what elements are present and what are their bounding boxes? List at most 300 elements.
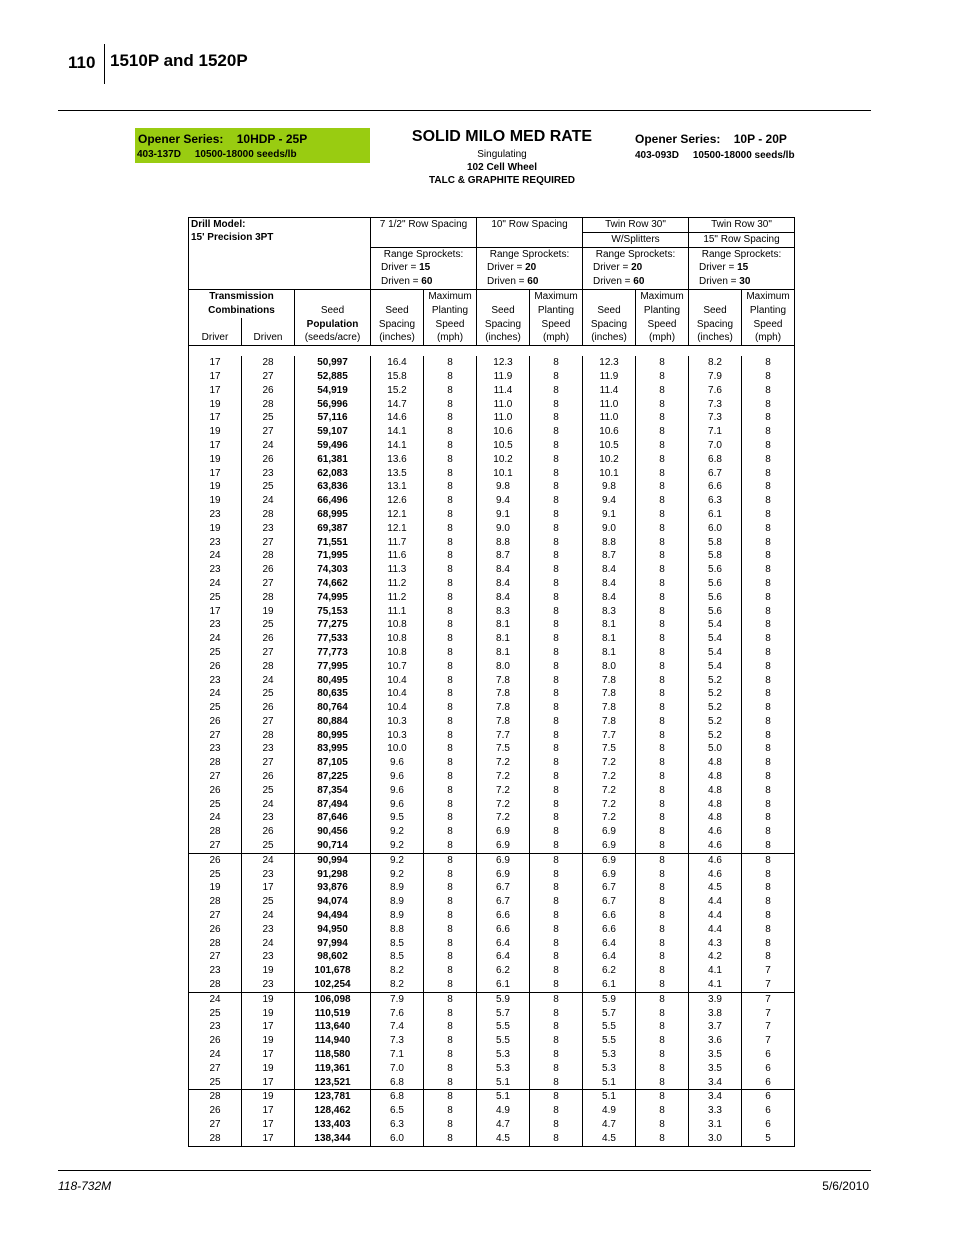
cell-speed-7.5: 8 [424, 1104, 477, 1118]
cell-spacing-10: 7.7 [477, 729, 530, 743]
cell-spacing-twin-split: 5.7 [583, 1007, 636, 1021]
cell-spacing-twin-15: 5.2 [689, 687, 742, 701]
seed-pop-blank1 [295, 289, 371, 303]
cell-speed-twin-split: 8 [636, 1132, 689, 1146]
cell-speed-twin-split: 8 [636, 674, 689, 688]
cell-population: 93,876 [295, 881, 371, 895]
cell-speed-twin-split: 8 [636, 770, 689, 784]
cell-speed-twin-15: 8 [742, 909, 795, 923]
table-row [189, 563, 795, 577]
cell-spacing-7.5: 8.8 [371, 923, 424, 937]
spacing-header-3: Spacing [689, 318, 742, 332]
cell-spacing-twin-split: 6.4 [583, 937, 636, 951]
table-row [189, 411, 795, 425]
cell-spacing-twin-15: 7.3 [689, 411, 742, 425]
cell-spacing-7.5: 9.5 [371, 811, 424, 825]
cell-spacing-10: 6.9 [477, 825, 530, 839]
cell-spacing-10: 8.4 [477, 577, 530, 591]
table-row [189, 494, 795, 508]
cell-spacing-7.5: 8.9 [371, 909, 424, 923]
cell-spacing-twin-split: 8.4 [583, 591, 636, 605]
cell-spacing-10: 7.2 [477, 798, 530, 812]
cell-driven: 17 [242, 1020, 295, 1034]
table-row [189, 632, 795, 646]
speed-header-2: Speed [636, 318, 689, 332]
cell-spacing-7.5: 9.6 [371, 756, 424, 770]
cell-speed-10: 8 [530, 756, 583, 770]
cell-speed-twin-split: 8 [636, 868, 689, 882]
cell-spacing-twin-15: 4.8 [689, 770, 742, 784]
cell-speed-7.5: 8 [424, 950, 477, 964]
driven-sprocket-0 [371, 275, 477, 289]
table-row [189, 1090, 795, 1104]
cell-spacing-7.5: 10.4 [371, 701, 424, 715]
cell-speed-twin-15: 8 [742, 494, 795, 508]
table-header [189, 218, 795, 357]
cell-spacing-10: 7.2 [477, 770, 530, 784]
cell-driven: 28 [242, 729, 295, 743]
cell-spacing-twin-15: 5.2 [689, 729, 742, 743]
population-header: Population [295, 318, 371, 332]
cell-spacing-twin-15: 3.1 [689, 1118, 742, 1132]
cell-spacing-twin-split: 5.5 [583, 1034, 636, 1048]
driver-value: 15 [419, 262, 431, 274]
cell-speed-10: 8 [530, 937, 583, 951]
cell-speed-twin-split: 8 [636, 398, 689, 412]
cell-speed-twin-15: 8 [742, 591, 795, 605]
cell-driven: 19 [242, 964, 295, 978]
cell-speed-twin-15: 8 [742, 605, 795, 619]
cell-speed-twin-15: 8 [742, 467, 795, 481]
cell-spacing-7.5: 7.4 [371, 1020, 424, 1034]
table-row [189, 687, 795, 701]
cell-spacing-10: 8.1 [477, 618, 530, 632]
cell-spacing-7.5: 10.7 [371, 660, 424, 674]
cell-speed-twin-15: 8 [742, 923, 795, 937]
cell-spacing-twin-15: 4.3 [689, 937, 742, 951]
cell-spacing-10: 5.1 [477, 1090, 530, 1104]
table-row [189, 370, 795, 384]
drill-model-cell [189, 218, 371, 290]
cell-speed-twin-split: 8 [636, 950, 689, 964]
cell-spacing-twin-15: 4.4 [689, 909, 742, 923]
cell-driven: 25 [242, 618, 295, 632]
cell-speed-twin-split: 8 [636, 729, 689, 743]
speed-header-0: Speed [424, 318, 477, 332]
driver-sprocket-0 [371, 261, 477, 275]
cell-spacing-10: 8.8 [477, 536, 530, 550]
table-row [189, 811, 795, 825]
cell-spacing-twin-split: 9.1 [583, 508, 636, 522]
speed-header-3: Speed [742, 318, 795, 332]
cell-speed-7.5: 8 [424, 370, 477, 384]
cell-driven: 23 [242, 742, 295, 756]
cell-speed-twin-split: 8 [636, 756, 689, 770]
table-row [189, 909, 795, 923]
driven-label: Driven = [699, 276, 737, 288]
cell-spacing-twin-split: 7.2 [583, 756, 636, 770]
cell-driven: 26 [242, 770, 295, 784]
cell-spacing-twin-15: 3.5 [689, 1048, 742, 1062]
cell-speed-10: 8 [530, 950, 583, 964]
cell-spacing-10: 10.1 [477, 467, 530, 481]
cell-speed-twin-15: 7 [742, 1034, 795, 1048]
cell-driven: 23 [242, 868, 295, 882]
cell-driven: 24 [242, 937, 295, 951]
cell-spacing-twin-split: 7.8 [583, 715, 636, 729]
cell-spacing-10: 6.2 [477, 964, 530, 978]
cell-speed-twin-split: 8 [636, 742, 689, 756]
table-row [189, 453, 795, 467]
cell-speed-twin-split: 8 [636, 715, 689, 729]
cell-spacing-10: 7.8 [477, 687, 530, 701]
speed-header-1: Speed [530, 318, 583, 332]
cell-driver: 28 [189, 895, 242, 909]
cell-speed-twin-15: 8 [742, 950, 795, 964]
cell-driver: 27 [189, 909, 242, 923]
cell-driven: 26 [242, 384, 295, 398]
cell-spacing-7.5: 7.3 [371, 1034, 424, 1048]
planting-header-2: Planting [636, 304, 689, 318]
cell-driven: 23 [242, 923, 295, 937]
cell-driver: 28 [189, 1090, 242, 1104]
cell-spacing-twin-15: 3.9 [689, 992, 742, 1006]
cell-spacing-7.5: 13.5 [371, 467, 424, 481]
cell-speed-twin-15: 8 [742, 798, 795, 812]
cell-speed-twin-split: 8 [636, 1007, 689, 1021]
cell-speed-10: 8 [530, 1132, 583, 1146]
cell-spacing-10: 7.8 [477, 701, 530, 715]
cell-spacing-7.5: 10.0 [371, 742, 424, 756]
cell-speed-10: 8 [530, 923, 583, 937]
cell-speed-twin-15: 8 [742, 825, 795, 839]
cell-speed-twin-15: 8 [742, 937, 795, 951]
cell-spacing-7.5: 11.3 [371, 563, 424, 577]
cell-spacing-twin-split: 7.8 [583, 687, 636, 701]
cell-spacing-twin-15: 5.4 [689, 660, 742, 674]
cell-driven: 27 [242, 370, 295, 384]
cell-spacing-twin-split: 6.9 [583, 825, 636, 839]
driven-col-header: Driven [242, 331, 295, 345]
cell-driver: 19 [189, 425, 242, 439]
cell-population: 91,298 [295, 868, 371, 882]
cell-spacing-7.5: 11.2 [371, 577, 424, 591]
cell-speed-twin-15: 8 [742, 687, 795, 701]
cell-speed-twin-split: 8 [636, 591, 689, 605]
cell-spacing-twin-15: 5.6 [689, 605, 742, 619]
cell-driver: 17 [189, 439, 242, 453]
cell-spacing-10: 8.3 [477, 605, 530, 619]
cell-spacing-7.5: 10.8 [371, 646, 424, 660]
cell-population: 63,836 [295, 480, 371, 494]
cell-spacing-10: 6.6 [477, 909, 530, 923]
cell-spacing-twin-15: 7.9 [689, 370, 742, 384]
cell-spacing-twin-split: 6.2 [583, 964, 636, 978]
cell-speed-7.5: 8 [424, 923, 477, 937]
cell-spacing-10: 7.8 [477, 674, 530, 688]
driver-sprocket-2 [583, 261, 689, 275]
table-row [189, 881, 795, 895]
table-row [189, 868, 795, 882]
cell-driven: 23 [242, 950, 295, 964]
cell-driver: 26 [189, 784, 242, 798]
cell-spacing-10: 5.9 [477, 992, 530, 1006]
cell-spacing-twin-split: 7.2 [583, 798, 636, 812]
table-row [189, 1062, 795, 1076]
cell-speed-twin-split: 8 [636, 577, 689, 591]
cell-driven: 17 [242, 1076, 295, 1090]
cell-spacing-7.5: 13.6 [371, 453, 424, 467]
cell-speed-twin-15: 8 [742, 522, 795, 536]
cell-speed-twin-15: 8 [742, 384, 795, 398]
cell-driver: 25 [189, 646, 242, 660]
footer-rule [58, 1170, 871, 1171]
cell-spacing-10: 9.4 [477, 494, 530, 508]
cell-population: 87,105 [295, 756, 371, 770]
cell-spacing-twin-15: 6.6 [689, 480, 742, 494]
cell-speed-10: 8 [530, 536, 583, 550]
cell-speed-7.5: 8 [424, 687, 477, 701]
cell-spacing-twin-split: 5.1 [583, 1090, 636, 1104]
right-opener-line1: Opener Series: 10P - 20P [635, 132, 787, 146]
cell-population: 87,494 [295, 798, 371, 812]
table-row [189, 674, 795, 688]
cell-speed-twin-split: 8 [636, 536, 689, 550]
inches-header-3: (inches) [689, 331, 742, 345]
cell-spacing-twin-15: 3.8 [689, 1007, 742, 1021]
cell-speed-10: 8 [530, 964, 583, 978]
cell-speed-twin-15: 8 [742, 411, 795, 425]
cell-population: 71,551 [295, 536, 371, 550]
cell-speed-10: 8 [530, 439, 583, 453]
cell-speed-10: 8 [530, 811, 583, 825]
cell-speed-10: 8 [530, 715, 583, 729]
cell-spacing-twin-split: 8.4 [583, 563, 636, 577]
group-3-sub: 15" Row Spacing [689, 232, 795, 247]
cell-population: 74,995 [295, 591, 371, 605]
cell-population: 94,074 [295, 895, 371, 909]
cell-speed-10: 8 [530, 1048, 583, 1062]
cell-driver: 19 [189, 453, 242, 467]
cell-speed-7.5: 8 [424, 1062, 477, 1076]
cell-spacing-7.5: 10.3 [371, 715, 424, 729]
cell-spacing-10: 5.7 [477, 1007, 530, 1021]
driven-label: Driven = [593, 276, 631, 288]
cell-speed-10: 8 [530, 1118, 583, 1132]
cell-spacing-10: 11.0 [477, 398, 530, 412]
cell-spacing-twin-15: 5.2 [689, 674, 742, 688]
driven-sprocket-1 [477, 275, 583, 289]
cell-spacing-twin-15: 5.6 [689, 591, 742, 605]
cell-speed-10: 8 [530, 881, 583, 895]
cell-speed-twin-15: 8 [742, 742, 795, 756]
cell-speed-10: 8 [530, 480, 583, 494]
rate-sub3: TALC & GRAPHITE REQUIRED [429, 175, 575, 186]
cell-spacing-twin-split: 6.7 [583, 881, 636, 895]
cell-speed-7.5: 8 [424, 1020, 477, 1034]
driven-label: Driven = [487, 276, 525, 288]
cell-speed-7.5: 8 [424, 1034, 477, 1048]
mph-header-3: (mph) [742, 331, 795, 345]
cell-speed-twin-split: 8 [636, 811, 689, 825]
cell-population: 87,646 [295, 811, 371, 825]
table-row [189, 964, 795, 978]
cell-speed-7.5: 8 [424, 1048, 477, 1062]
cell-driven: 24 [242, 909, 295, 923]
cell-speed-twin-15: 6 [742, 1090, 795, 1104]
cell-speed-10: 8 [530, 978, 583, 992]
left-opener-line2: 403-137D 10500-18000 seeds/lb [137, 149, 297, 160]
driven-blank [242, 318, 295, 332]
cell-spacing-twin-15: 4.5 [689, 881, 742, 895]
range-label-3: Range Sprockets: [689, 247, 795, 261]
cell-driver: 27 [189, 729, 242, 743]
cell-population: 123,521 [295, 1076, 371, 1090]
cell-spacing-10: 5.1 [477, 1076, 530, 1090]
cell-speed-twin-split: 8 [636, 1090, 689, 1104]
cell-spacing-10: 8.7 [477, 549, 530, 563]
cell-speed-10: 8 [530, 411, 583, 425]
cell-spacing-10: 5.3 [477, 1048, 530, 1062]
cell-driver: 27 [189, 770, 242, 784]
cell-spacing-7.5: 14.1 [371, 425, 424, 439]
cell-driven: 25 [242, 480, 295, 494]
cell-speed-7.5: 8 [424, 660, 477, 674]
cell-population: 97,994 [295, 937, 371, 951]
cell-population: 80,764 [295, 701, 371, 715]
cell-speed-twin-15: 8 [742, 895, 795, 909]
cell-speed-7.5: 8 [424, 701, 477, 715]
cell-spacing-twin-15: 6.7 [689, 467, 742, 481]
driver-value: 20 [525, 262, 537, 274]
cell-spacing-10: 11.4 [477, 384, 530, 398]
cell-driven: 27 [242, 756, 295, 770]
cell-speed-twin-15: 8 [742, 618, 795, 632]
seed-spacing-header-2: Seed [583, 304, 636, 318]
cell-population: 83,995 [295, 742, 371, 756]
group-1-sub [477, 232, 583, 247]
cell-spacing-7.5: 14.1 [371, 439, 424, 453]
cell-speed-twin-15: 8 [742, 563, 795, 577]
table-row [189, 1034, 795, 1048]
cell-population: 80,884 [295, 715, 371, 729]
cell-speed-twin-15: 7 [742, 978, 795, 992]
cell-speed-10: 8 [530, 563, 583, 577]
cell-speed-10: 8 [530, 356, 583, 370]
cell-population: 52,885 [295, 370, 371, 384]
cell-spacing-twin-15: 4.8 [689, 784, 742, 798]
right-opener-line2: 403-093D 10500-18000 seeds/lb [635, 150, 795, 161]
table-row [189, 701, 795, 715]
table-row [189, 591, 795, 605]
cell-spacing-7.5: 10.4 [371, 687, 424, 701]
table-row [189, 425, 795, 439]
combinations-header: Combinations [189, 304, 295, 318]
cell-spacing-twin-15: 6.1 [689, 508, 742, 522]
cell-speed-twin-split: 8 [636, 978, 689, 992]
table-row [189, 618, 795, 632]
cell-spacing-twin-split: 11.4 [583, 384, 636, 398]
group-0-name: 7 1/2" Row Spacing [371, 218, 477, 233]
cell-speed-twin-split: 8 [636, 480, 689, 494]
cell-speed-10: 8 [530, 494, 583, 508]
header-spacer [189, 346, 795, 357]
cell-driven: 19 [242, 1007, 295, 1021]
cell-speed-10: 8 [530, 825, 583, 839]
cell-speed-twin-15: 8 [742, 784, 795, 798]
table-row [189, 978, 795, 992]
header-divider [104, 44, 105, 84]
cell-speed-10: 8 [530, 687, 583, 701]
cell-driver: 24 [189, 992, 242, 1006]
cell-population: 77,533 [295, 632, 371, 646]
cell-driven: 19 [242, 605, 295, 619]
cell-speed-twin-split: 8 [636, 1076, 689, 1090]
cell-speed-twin-15: 8 [742, 853, 795, 867]
cell-speed-10: 8 [530, 660, 583, 674]
driver-col-header: Driver [189, 331, 242, 345]
cell-driver: 28 [189, 825, 242, 839]
cell-spacing-twin-15: 4.4 [689, 923, 742, 937]
cell-speed-10: 8 [530, 784, 583, 798]
cell-speed-7.5: 8 [424, 646, 477, 660]
cell-driver: 23 [189, 536, 242, 550]
cell-speed-twin-split: 8 [636, 992, 689, 1006]
cell-speed-twin-split: 8 [636, 687, 689, 701]
cell-driver: 19 [189, 494, 242, 508]
cell-spacing-twin-15: 3.6 [689, 1034, 742, 1048]
cell-speed-twin-split: 8 [636, 964, 689, 978]
right-opener-box [635, 132, 795, 161]
cell-speed-7.5: 8 [424, 756, 477, 770]
cell-speed-twin-split: 8 [636, 784, 689, 798]
cell-spacing-10: 7.5 [477, 742, 530, 756]
cell-driven: 24 [242, 674, 295, 688]
cell-speed-7.5: 8 [424, 909, 477, 923]
cell-spacing-7.5: 6.5 [371, 1104, 424, 1118]
cell-spacing-7.5: 14.6 [371, 411, 424, 425]
cell-driver: 27 [189, 839, 242, 853]
driver-value: 20 [631, 262, 643, 274]
cell-population: 102,254 [295, 978, 371, 992]
cell-speed-7.5: 8 [424, 591, 477, 605]
cell-speed-7.5: 8 [424, 425, 477, 439]
cell-population: 138,344 [295, 1132, 371, 1146]
cell-speed-twin-15: 8 [742, 480, 795, 494]
cell-population: 75,153 [295, 605, 371, 619]
cell-spacing-twin-split: 11.0 [583, 398, 636, 412]
cell-speed-7.5: 8 [424, 881, 477, 895]
left-opener-box [135, 128, 370, 163]
table-row [189, 839, 795, 853]
cell-spacing-7.5: 10.8 [371, 618, 424, 632]
cell-speed-10: 8 [530, 605, 583, 619]
cell-driver: 17 [189, 356, 242, 370]
cell-spacing-7.5: 8.9 [371, 895, 424, 909]
cell-driven: 26 [242, 632, 295, 646]
table-row [189, 895, 795, 909]
cell-driven: 24 [242, 439, 295, 453]
cell-spacing-7.5: 7.6 [371, 1007, 424, 1021]
cell-spacing-7.5: 6.3 [371, 1118, 424, 1132]
cell-population: 123,781 [295, 1090, 371, 1104]
cell-speed-twin-15: 8 [742, 439, 795, 453]
maximum-header-3: Maximum [742, 289, 795, 303]
maximum-header-0: Maximum [424, 289, 477, 303]
cell-driver: 26 [189, 1034, 242, 1048]
cell-speed-10: 8 [530, 674, 583, 688]
cell-speed-7.5: 8 [424, 1076, 477, 1090]
